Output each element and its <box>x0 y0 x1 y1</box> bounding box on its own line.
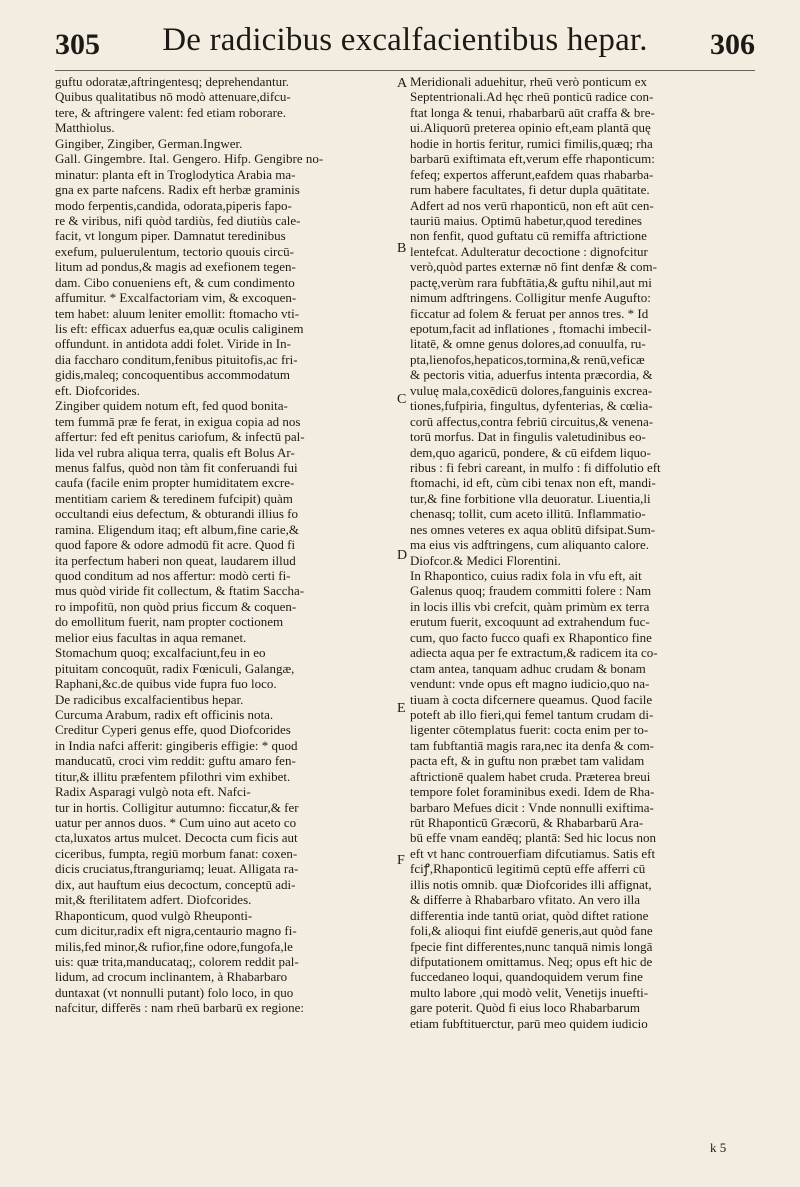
right-column-line: eft vt hanc controuerfiam difcutiamus. Satis eft <box>410 845 656 861</box>
right-column-line: vendunt: vnde opus eft magno iudicio,quo na- <box>410 676 650 692</box>
left-column-line: Quibus qualitatibus nō modò attenuare,difcu- <box>55 89 291 105</box>
right-column-line: epotum,facit ad inflationes , ftomachi imbecil- <box>410 321 652 336</box>
signature-mark: k 5 <box>710 1140 727 1155</box>
right-column-line: fciꝭ,Rhaponticū legitimū ceptū effe afferri cū <box>410 861 646 877</box>
left-column-line: dam. Cibo conueniens eft, & cum condimento <box>55 274 295 290</box>
right-column-line: illis notis omnib. quæ Diofcorides illi affignat, <box>410 876 652 892</box>
left-column-line: tere, & aftringere valent: fed etiam roborare. <box>55 104 286 120</box>
left-column-line: Zingiber quidem notum eft, fed quod bonita- <box>55 398 288 414</box>
right-column-line: tauriū maius. Optimū habetur,quod teredines <box>410 212 642 228</box>
left-page-number: 305 <box>55 28 100 61</box>
left-column-line: Curcuma Arabum, radix eft officinis nota. <box>55 706 274 722</box>
left-column-line: minatur: planta eft in Troglodytica Arabia ma- <box>55 166 296 182</box>
right-column-line: Galenus quoq; fraudem committi folere : Nam <box>410 583 652 599</box>
left-column-line: manducatū, croci vim reddit: guftu amaro fen- <box>55 753 296 769</box>
left-column-line: uis: quæ trita,manducataq;, colorem reddit pal- <box>55 953 299 969</box>
left-column-line: mit,& fterilitatem adfert. Diofcorides. <box>55 892 252 908</box>
left-column-line: Gall. Gingembre. Ital. Gengero. Hifp. Gengibre no- <box>55 151 324 167</box>
right-column-line: ribus : fi febri careant, in mulfo : fi diffolutio eft <box>410 459 661 475</box>
left-column-line: guftu odoratæ,aftringentesq; deprehendantur. <box>55 74 289 89</box>
right-column-line: etiam fubftituerctur, parū meo quidem iudicio <box>410 1015 648 1031</box>
right-column-line: ftomachi, id eft, cùm cibi tenax non eft, mandi- <box>410 475 656 491</box>
right-column-line: ui.Aliquorū preterea opinio eft,eam plantā quę <box>410 120 651 136</box>
right-column-line: pacta eft, & in guftu non præbet tam validam <box>410 753 645 769</box>
right-column-line: In Rhapontico, cuius radix fola in vfu eft, ait <box>410 568 642 583</box>
right-column-line: pta,lienofos,hepaticos,tormina,& renū,veficæ <box>410 351 645 367</box>
right-column-line: & pectoris vitia, aduerfus intenta præcordia, & <box>410 367 653 383</box>
left-column-line: Radix Asparagi vulgò nota eft. Nafci- <box>55 784 251 800</box>
right-column-line: Meridionali aduehitur, rheū verò ponticum ex <box>410 74 648 89</box>
right-column-line: adiecta aqua per fe extractum,& radicem ita co- <box>410 645 658 661</box>
right-column-line: tiones,fufpiria, fingultus, dyfenterias, & cœlia- <box>410 398 653 414</box>
left-column-line: De radicibus excalfacientibus hepar. <box>55 691 244 707</box>
left-column-line: quod conditum ad nos affertur: modò certi fi- <box>55 568 291 583</box>
left-column-line: Matthiolus. <box>55 120 115 136</box>
left-column-line: gna ex parte nafcens. Radix eft herbæ graminis <box>55 182 300 198</box>
left-column-line: do emollitum fuerit, nam propter coctionem <box>55 614 284 630</box>
right-column-line: ftat longa & tenui, rhabarbarū aūt craffa & bre- <box>410 104 655 120</box>
left-column-line: pituitam concoquūt, radix Fœniculi, Galangæ, <box>55 660 295 676</box>
left-column-line: ita perfectum haberi non queat, laudarem illud <box>55 552 296 568</box>
right-column-line: foli,& alioqui fint eiufdē generis,aut quòd fane <box>410 923 653 939</box>
left-column-line: Raphani,&c.de quibus vide fupra fuo loco. <box>55 676 277 692</box>
left-column-line: exefum, puluerulentum, tectorio quouis circū- <box>55 243 294 259</box>
running-title: De radicibus excalfacientibus hepar. <box>162 22 648 58</box>
right-column-line: ficcatur ad folem & feruat per annos tres. * Id <box>410 305 649 321</box>
right-column-line: tur,& fine forbitione vlla deuoratur. Liuentia,li <box>410 490 651 506</box>
right-column-line: nimum adftringens. Colligitur menfe Augufto: <box>410 290 651 306</box>
left-column-line: mus quòd viride fit collectum, & ftatim Saccha- <box>55 583 305 599</box>
right-column-line: differentia inde tantū oriat, quòd diftet ratione <box>410 907 649 923</box>
left-column-line: menus falfus, quòd non tàm fit conferuandi fui <box>55 459 298 475</box>
left-column-line: dicis cruciatus,ftranguriamq; leuat. Alligata ra- <box>55 861 299 877</box>
right-column-line: ctam antea, tanquam adhuc crudam & bonam <box>410 660 646 676</box>
right-column-line: tam fubftantiā magis rara,nec ita denfa & com- <box>410 737 655 753</box>
header-rule <box>55 70 755 71</box>
right-column-line: rum habere facultates, fi detur dupla quātitate. <box>410 182 650 198</box>
right-column-line: pactę,verùm rara fubftātia,& guftu nihil,aut mi <box>410 274 652 290</box>
left-column-line: in India nafci afferit: gingiberis effigie: * quod <box>55 737 298 753</box>
right-column-line: Diofcor.& Medici Florentini. <box>410 552 561 568</box>
left-column-line: cum dicitur,radix eft nigra,centaurio magno fi- <box>55 923 297 939</box>
left-column-line: cta,luxatos artus mulcet. Decocta cum ficis aut <box>55 830 298 846</box>
left-column-line: lida vel rubra aliqua terra, qualis eft Bolus Ar- <box>55 444 295 460</box>
right-column-line: dem,quo agaricū, pondere, & cū eifdem liquo- <box>410 444 651 460</box>
right-column-line: erutum fuerit, excoquunt ad extrahendum fuc- <box>410 614 650 630</box>
right-column-line: & differre à Rhabarbaro vfitato. An vero illa <box>410 892 641 908</box>
left-column-line: duntaxat (vt nonnulli putant) folo loco, in quo <box>55 984 294 1000</box>
right-column-line: difputationem omittamus. Neq; opus eft hic de <box>410 953 653 969</box>
right-column-line: poteft ab illo fieri,qui femel tantum crudam di- <box>410 706 654 722</box>
left-column-line: Stomachum quoq; excalfaciunt,feu in eo <box>55 645 266 661</box>
left-column-line: ramina. Eligendum itaq; eft album,fine carie,& <box>55 521 300 537</box>
page-header <box>55 22 755 72</box>
left-column-line: litum ad pondus,& magis ad exefionem tegen- <box>55 259 296 275</box>
left-column-line: tem fummā præ fe ferat, in exigua copia ad nos <box>55 413 301 429</box>
left-column-line: dix, aut hauftum eius decoctum, conceptū adi- <box>55 876 296 892</box>
left-column-line: nafcitur, differēs : nam rheū barbarū ex regione: <box>55 1000 305 1016</box>
right-column-line: fuccedaneo loqui, quandoquidem verum fine <box>410 969 643 985</box>
right-column-line: cum, quo facto fucco quafi ex Rhapontico fine <box>410 629 652 645</box>
right-column-line: fefeq; expertos afferunt,eafdem quas rhabarba- <box>410 166 654 182</box>
right-column-line: corū affectus,contra febriū circuitus,& venena- <box>410 413 654 429</box>
right-column-line: bū effe vnam eandēq; plantā: Sed hic locus non <box>410 830 656 846</box>
left-column-line: lis eft: efficax aduerfus ea,quæ oculis caliginem <box>55 321 304 336</box>
right-column-line: torū morfus. Dat in fingulis valetudinibus eo- <box>410 429 646 445</box>
right-column-line: aftrictionē qualem habet cruda. Præterea breui <box>410 768 651 784</box>
right-column-line: verò,quòd partes externæ nō fint denfæ & com- <box>410 259 657 275</box>
margin-letter: D <box>397 548 408 563</box>
margin-letter: B <box>397 241 407 256</box>
left-column-line: Gingiber, Zingiber, German.Ingwer. <box>55 135 243 151</box>
left-column-line: mentitiam cariem & teredinem fufcipit) quàm <box>55 490 293 506</box>
left-column-line: lidum, ad crocum inclinantem, à Rhabarbaro <box>55 969 288 985</box>
margin-letter: C <box>397 392 407 407</box>
left-column-line: milis,fed minor,& rufior,fine odore,fungofa,le <box>55 938 293 954</box>
left-column-line: modo ferpentis,candida, odorata,piperis fapo- <box>55 197 292 213</box>
right-column-line: lentefcat. Adulteratur decoctione : dignofcitur <box>410 243 648 259</box>
left-column-line: facit, vt longum piper. Damnatut teredinibus <box>55 228 286 244</box>
left-column-line: tur in hortis. Colligitur autumno: ficcatur,& fer <box>55 799 299 815</box>
right-page-number: 306 <box>710 28 755 61</box>
left-column <box>55 74 397 1016</box>
left-column-line: tem habet: aluum leniter emollit: ftomacho vti- <box>55 305 300 321</box>
right-column-line: multo labore ,qui modò velit, Venetijs inuefti- <box>410 984 649 1000</box>
left-column-line: re & viribus, nifi quòd tardiùs, fed diutiùs cale- <box>55 212 301 228</box>
right-column-line: Septentrionali.Ad hęc rheū ponticū radice con- <box>410 89 654 105</box>
right-column-line: hodie in hortis feritur, rumici fimilis,quæq; rha <box>410 135 653 151</box>
right-column-line: gare poterit. Quòd fi eius loco Rhabarbarum <box>410 1000 640 1016</box>
right-column-line: Adfert ad nos verū rhaponticū, non eft aūt cen- <box>410 197 654 213</box>
left-column-line: affertur: fed eft penitus cariofum, & infectū pal- <box>55 429 305 445</box>
left-column-line: ro impofitū, non quòd prius ficcum & coquen- <box>55 598 297 614</box>
left-column-line: gidis,maleq; concoquentibus accommodatum <box>55 367 291 383</box>
left-column-line: ciceribus, fumpta, regiū morbum fanat: coxen- <box>55 845 298 861</box>
right-column-line: litatē, & omne genus dolores,ad conuulfa, ru- <box>410 336 646 352</box>
left-column-line: titur,& illitu præfentem pfilothri vim exhibet. <box>55 768 291 784</box>
left-column-line: Rhaponticum, quod vulgò Rheuponti- <box>55 907 253 923</box>
left-column-line: uatur per annos duos. * Cum uino aut aceto co <box>55 815 297 830</box>
margin-letter: E <box>397 701 406 716</box>
left-column-line: dia faccharo conditum,fenibus pituitofis,ac fri- <box>55 351 298 367</box>
right-column-line: ligenter cōtemplatus fuerit: cocta enim per to- <box>410 722 649 738</box>
left-column-line: eft. Diofcorides. <box>55 382 140 398</box>
right-column-line: fpecie fint differentes,nunc tanquā nimis longā <box>410 938 653 954</box>
margin-letter: F <box>397 853 405 868</box>
left-column-line: Creditur Cyperi genus effe, quod Diofcorides <box>55 722 291 738</box>
left-column-line: occultandi eius defectum, & obturandi illius fo <box>55 506 298 522</box>
right-column-line: tempore folet foraminibus exedi. Idem de Rha- <box>410 784 655 800</box>
margin-letter: A <box>397 76 408 91</box>
right-column-line: non fenfit, quod guftatu cū remiffa aftrictione <box>410 228 647 244</box>
left-column-line: offundunt. in antidota addi folet. Viride in In- <box>55 336 291 352</box>
right-column-line: tiuam à cocta difcernere queamus. Quod facile <box>410 691 653 707</box>
right-column-line: ma eius vis adftringens, cum aliquanto calore. <box>410 537 649 553</box>
left-column-line: caufa (facile enim propter humiditatem excre- <box>55 475 295 491</box>
right-column-line: in locis illis vbi crefcit, quàm primùm ex terra <box>410 598 650 614</box>
left-column-line: affumitur. * Excalfactoriam vim, & excoquen- <box>55 290 297 306</box>
right-column-line: chenasq; tollit, cum aceto illitū. Inflammatio- <box>410 506 646 522</box>
right-column-line: vuluę mala,coxēdicū dolores,fanguinis excrea- <box>410 382 653 398</box>
right-column-line: nes omnes veteres ex aqua oblitū difsipat.Sum- <box>410 521 656 537</box>
right-column-line: barbaro Mefues dicit : Vnde nonnulli exiftima- <box>410 799 654 815</box>
right-column-line: rūt Rhaponticū Græcorū, & Rhabarbarū Ara- <box>410 815 644 830</box>
left-column-line: melior eius facultas in aqua remanet. <box>55 629 247 645</box>
left-column-line: quod fapore & odore admodū fit acre. Quod fi <box>55 537 296 553</box>
right-column <box>410 74 752 1031</box>
right-column-line: barbarū exiftimata eft,verum effe rhaponticum: <box>410 151 655 167</box>
